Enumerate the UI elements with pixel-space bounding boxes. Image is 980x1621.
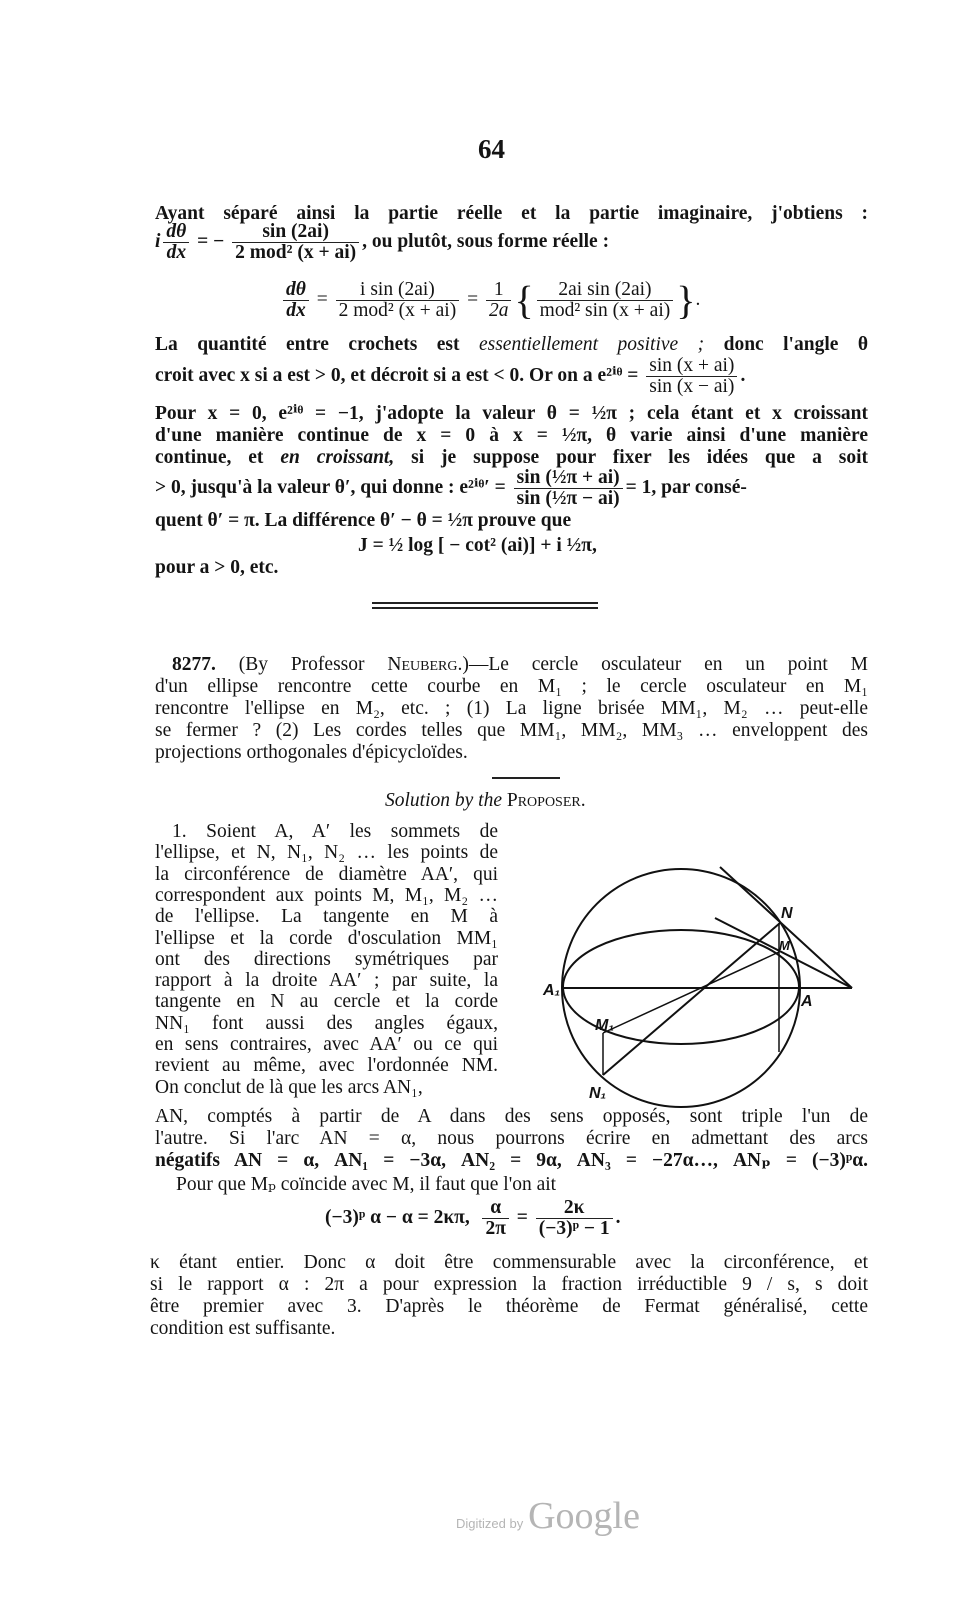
- column-line: 1. Soient A, A′ les sommets de: [172, 821, 498, 842]
- watermark: [456, 1494, 640, 1538]
- column-line: en sens contraires, avec AA′ ou ce qui: [155, 1034, 498, 1055]
- column-line: tangente en N au cercle et la corde: [155, 991, 498, 1013]
- text-line: quent θ′ = π. La différence θ′ − θ = ½π prouve que: [155, 510, 572, 531]
- question-line: rencontre l'ellipse en M₂, etc. ; (1) La ligne brisée MM₁, M₂ … peut-elle: [155, 698, 868, 719]
- column-line: de l'ellipse. La tangente en M à: [155, 906, 498, 928]
- eq-den: sin (x − ai): [649, 376, 735, 397]
- text-line: Ayant séparé ainsi la partie réelle et la partie imaginaire, j'obtiens :: [155, 203, 868, 224]
- eq-lhs: (−3)ᵖ α − α = 2κπ,: [325, 1206, 470, 1228]
- column-line: la circonférence de diamètre AA′, qui: [155, 863, 498, 885]
- watermark-prefix: Digitized by: [456, 1516, 524, 1531]
- text-line: si le rapport α : 2π a pour expression la fraction irréductible 9 / s, s doit: [150, 1274, 868, 1295]
- column-line: NN₁ font aussi des angles égaux,: [155, 1012, 498, 1034]
- text-line: κ étant entier. Donc α doit être commensurable avec la circonférence, et: [150, 1252, 868, 1273]
- eq-num: dθ: [163, 222, 189, 243]
- text-span: Proposer.: [506, 790, 586, 811]
- eq-num: α: [482, 1198, 508, 1219]
- question-number: 8277.: [172, 654, 216, 675]
- chord-mm1: [603, 952, 779, 1033]
- chord-nn1: [603, 923, 780, 1075]
- column-line: On conclut de là que les arcs AN₁,: [155, 1076, 423, 1098]
- question-line: projections orthogonales d'épicycloïdes.: [155, 742, 468, 763]
- label-m1: M₁: [595, 1017, 614, 1034]
- eq-den: dx: [166, 242, 187, 263]
- column-line: l'ellipse et la corde d'osculation MM₁: [155, 927, 498, 949]
- column-line: l'ellipse, et N, N₁, N₂ … les points de: [155, 842, 498, 864]
- eq-end: .: [740, 364, 746, 386]
- text-line: Pour que Mₚ coïncide avec M, il faut que l'on ait: [176, 1174, 557, 1195]
- eq-den: dx: [286, 300, 306, 321]
- eq-prefix: i: [155, 230, 161, 252]
- label-n: N: [781, 905, 793, 922]
- text-line: l'autre. Si l'arc AN = α, nous pourrons écrire en admettant des arcs: [155, 1128, 868, 1149]
- equation-4: (−3)ᵖ α − α = 2κπ, $\frac{\alpha}{2\pi}$ = $\frac{2\kappa}{\text{(−3)ᵖ − 1}}$ .: [325, 1197, 621, 1239]
- eq-den: 2π: [485, 1218, 506, 1239]
- label-m: M: [779, 938, 790, 953]
- author-name: Neuberg: [387, 654, 458, 675]
- column-line: revient au même, avec l'ordonnée NM.: [155, 1055, 498, 1077]
- text-line: négatifs AN = α, AN₁ = −3α, AN₂ = 9α, AN₃ = −27α…, ANₚ = (−3)ᵖα.: [155, 1150, 868, 1171]
- eq-num: dθ: [283, 280, 309, 301]
- eq-den: (−3)ᵖ − 1: [538, 1218, 610, 1239]
- text-line: condition est suffisante.: [150, 1318, 336, 1339]
- column-line: ont des directions symétriques par: [155, 948, 498, 970]
- eq-den: sin (½π − ai): [516, 488, 620, 509]
- eq-den: mod² sin (x + ai): [539, 300, 671, 321]
- eq-den: 2a: [488, 300, 509, 321]
- label-a1: A₁: [543, 982, 561, 999]
- text-line: pour a > 0, etc.: [155, 557, 279, 578]
- text-span: .)—Le cercle osculateur en un point M: [457, 654, 868, 675]
- eq-num: sin (½π + ai): [514, 468, 623, 489]
- emphasis: essentiellement positive ;: [478, 334, 705, 355]
- eq-num: i sin (2ai): [336, 280, 460, 301]
- text-span: = 1, par consé-: [625, 476, 747, 498]
- page-number: 64: [478, 134, 505, 164]
- eq-operator: = −: [197, 230, 225, 252]
- equation-2: $\frac{d\theta}{dx}$ = $\frac{\text{i sin (2ai)}}{\text{2 mod² (x + ai)}}$ = $\frac{1}{2a}$ { $\frac{\text{2ai sin (2ai)}}{\text{mod² sin (x + ai)}}$ }.: [280, 280, 700, 321]
- eq-end: .: [615, 1206, 621, 1228]
- text-line: Pour x = 0, e²ⁱᶿ = −1, j'adopte la valeur θ = ½π ; cela étant et x croissant: [155, 403, 868, 424]
- text-line: d'une manière continue de x = 0 à x = ½π, θ varie ainsi d'une manière: [155, 425, 868, 446]
- label-n1: N₁: [589, 1085, 607, 1102]
- column-line: rapport à la droite AA′ ; par suite, la: [155, 970, 498, 992]
- question-line: se fermer ? (2) Les cordes telles que MM₁, MM₂, MM₃ … enveloppent des: [155, 720, 868, 741]
- text-span: continue, et: [155, 447, 264, 468]
- text-span: donc l'angle θ: [723, 334, 869, 355]
- eq-den: 2 mod² (x + ai): [338, 300, 457, 321]
- text-line: AN, comptés à partir de A dans des sens opposés, sont triple l'un de: [155, 1106, 868, 1127]
- eq-num: 2ai sin (2ai): [537, 280, 674, 301]
- eq-num: 1: [486, 280, 512, 301]
- label-a: A: [801, 993, 813, 1010]
- text-span: Solution by the: [385, 790, 502, 811]
- eq-num: 2κ: [536, 1198, 613, 1219]
- equation-3: J = ½ log [ − cot² (ai)] + i ½π,: [358, 535, 597, 556]
- eq-end: .: [695, 288, 701, 310]
- eq-den: 2 mod² (x + ai): [235, 242, 357, 263]
- eq-num: sin (x + ai): [646, 356, 737, 377]
- text-span: (By Professor: [238, 654, 365, 675]
- column-line: correspondent aux points M, M₁, M₂ …: [155, 884, 498, 906]
- question-line: d'un ellipse rencontre cette courbe en M₁ ; le cercle osculateur en M₁: [155, 676, 868, 697]
- emphasis: en croissant,: [280, 447, 395, 468]
- eq-tail: , ou plutôt, sous forme réelle :: [362, 230, 610, 252]
- text-span: si je suppose pour fixer les idées que a soit: [411, 447, 869, 468]
- text-span: La quantité entre crochets est: [155, 334, 460, 355]
- google-logo: Google: [528, 1495, 640, 1537]
- text-span: croit avec x si a est > 0, et décroit si a est < 0. Or on a e²ⁱᶿ =: [155, 364, 639, 386]
- eq-num: sin (2ai): [232, 222, 359, 243]
- text-line: être premier avec 3. D'après le théorème de Fermat généralisé, cette: [150, 1296, 868, 1317]
- text-span: > 0, jusqu'à la valeur θ′, qui donne : e²ⁱᶿ′ =: [155, 476, 506, 498]
